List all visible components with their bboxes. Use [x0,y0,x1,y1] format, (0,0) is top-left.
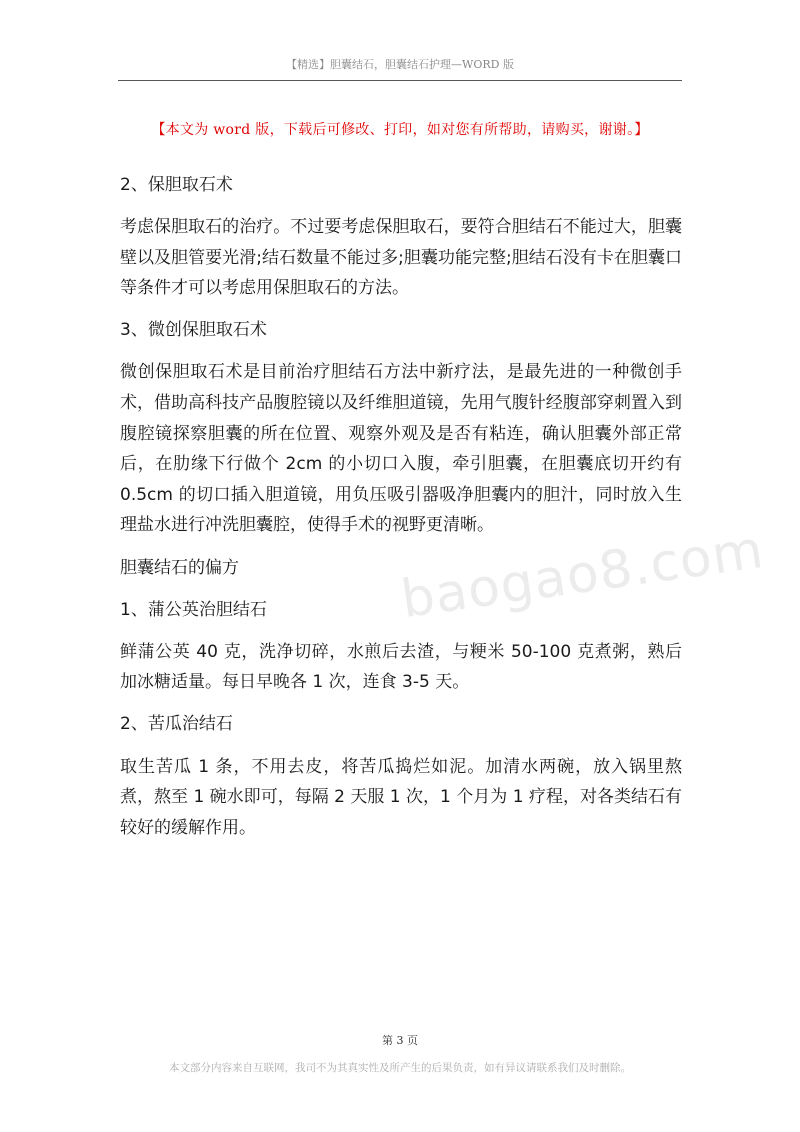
footer-disclaimer: 本文部分内容来自互联网，我司不为其真实性及所产生的后果负责，如有异议请联系我们及时删除。 [169,1062,631,1074]
watermark: baogao8.com [397,519,768,631]
document-body [120,170,682,855]
paragraph: 考虑保胆取石的治疗。不过要考虑保胆取石，要符合胆结石不能过大，胆囊壁以及胆管要光滑;结石数量不能过多;胆囊功能完整;胆结石没有卡在胆囊口等条件才可以考虑用保胆取石的方法。 [120,217,682,299]
section-heading-minimally-invasive: 3、微创保胆取石术 [120,320,267,341]
paragraph: 微创保胆取石术是目前治疗胆结石方法中新疗法，是最先进的一种微创手术，借助高科技产品腹腔镜以及纤维胆道镜，先用气腹针经腹部穿刺置入到腹腔镜探察胆囊的所在位置、观察外观及是否有粘连，确认胆囊外部正常后，在肋缘下行做个 2cm 的小切口入腹，牵引胆囊，在胆囊底切开约有 0.5cm 的切口插入胆道镜，用负压吸引器吸净胆囊内的胆汁，同时放入生理盐水进行冲洗胆囊腔，使得手术的视野更清晰。 [120,362,682,536]
paragraph: 鲜蒲公英 40 克，洗净切碎，水煎后去渣，与粳米 50-100 克煮粥，熟后加冰糖适量。每日早晚各 1 次，连食 3-5 天。 [120,641,682,693]
page-header: 【精选】胆囊结石，胆囊结石护理—WORD 版 [286,58,514,71]
word-version-notice: 【本文为 word 版，下载后可修改、打印，如对您有所帮助，请购买，谢谢。】 [151,122,649,138]
page-number: 第 3 页 [382,1034,418,1047]
remedy-heading-bitter-melon: 2、苦瓜治结石 [120,714,233,735]
header-divider [118,80,682,81]
paragraph: 取生苦瓜 1 条，不用去皮，将苦瓜捣烂如泥。加清水两碗，放入锅里熬煮，熬至 1 碗水即可，每隔 2 天服 1 次，1 个月为 1 疗程，对各类结石有较好的缓解作用。 [120,756,682,838]
remedy-heading-dandelion: 1、蒲公英治胆结石 [120,599,267,620]
section-heading-bile-stone-removal: 2、保胆取石术 [120,175,233,195]
section-heading-folk-remedies: 胆囊结石的偏方 [120,557,239,578]
